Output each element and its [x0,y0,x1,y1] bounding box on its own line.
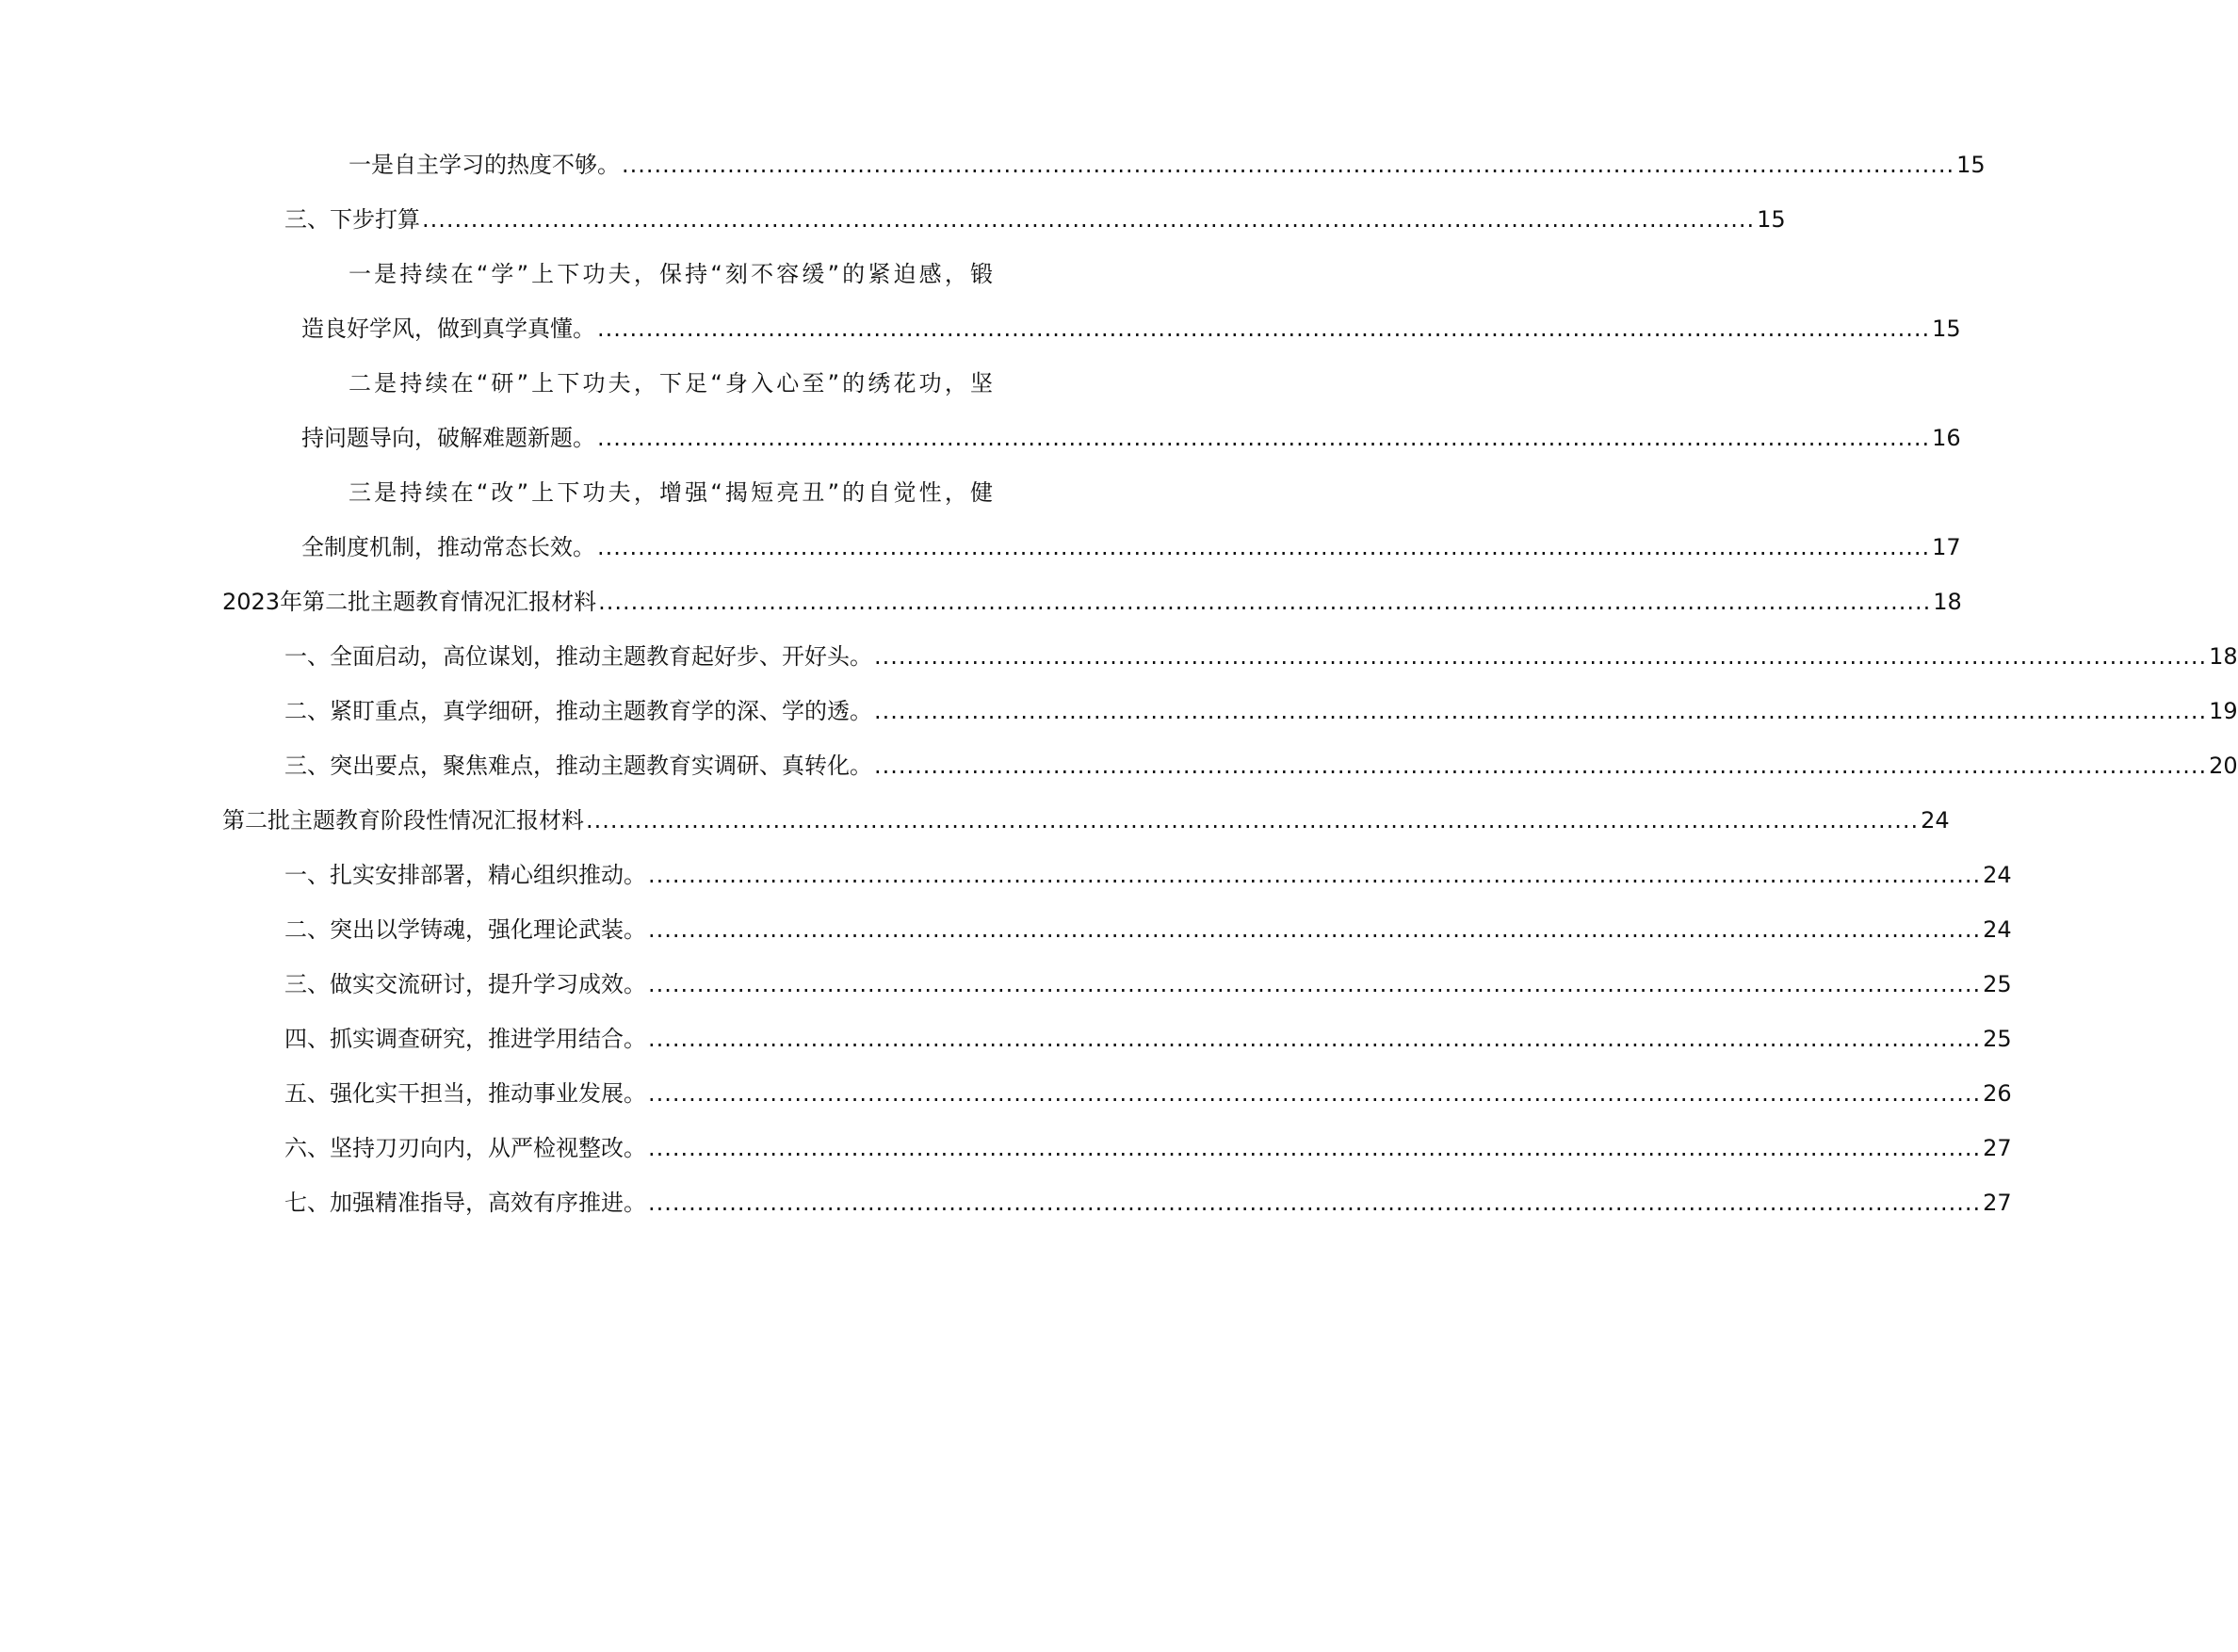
toc-leader-dots: .................................................................................................................................................................... [648,1190,1982,1216]
toc-entry[interactable] [284,201,1786,238]
toc-entry-title: 一、扎实安排部署，精心组织推动。 [284,862,646,888]
toc-entry-title: 全制度机制，推动常态长效。 [301,534,595,560]
toc-entry-page-number: 20 [2209,753,2238,779]
toc-entry-title: 三、做实交流研讨，提升学习成效。 [284,971,646,997]
toc-entry-page-number: 15 [1932,316,1961,342]
toc-leader-dots: .................................................................................................................................................................... [622,152,1955,178]
toc-leader-dots: .................................................................................................................................................................... [648,971,1982,997]
toc-entry[interactable] [301,528,1961,566]
toc-entry[interactable] [284,1129,2012,1167]
toc-leader-dots: .................................................................................................................................................................... [422,206,1756,233]
toc-entry-title: 五、强化实干担当，推动事业发展。 [284,1080,646,1107]
toc-leader-dots: .................................................................................................................................................................... [648,1080,1982,1107]
toc-leader-dots: .................................................................................................................................................................... [648,916,1982,943]
toc-entry-title: 三、突出要点，聚焦难点，推动主题教育实调研、真转化。 [284,753,872,779]
toc-leader-dots: .................................................................................................................................................................... [597,425,1931,451]
toc-entry[interactable] [284,692,2238,730]
toc-entry[interactable] [349,146,1986,184]
toc-entry-page-number: 25 [1983,1026,2012,1052]
toc-leader-dots: .................................................................................................................................................................... [874,643,2208,670]
toc-leader-dots: .................................................................................................................................................................... [597,534,1931,560]
toc-entry-title: 一是自主学习的热度不够。 [349,152,620,178]
toc-entry-title-first-line[interactable]: 一是持续在“学”上下功夫，保持“刻不容缓”的紧迫感，锻 [349,261,993,287]
toc-entry[interactable] [222,583,1962,621]
toc-entry[interactable] [284,638,2238,675]
toc-leader-dots: .................................................................................................................................................................... [586,807,1920,834]
toc-entry-page-number: 26 [1983,1080,2012,1107]
toc-entry-page-number: 27 [1983,1135,2012,1161]
toc-entry[interactable] [284,1075,2012,1112]
toc-entry-title: 2023年第二批主题教育情况汇报材料 [222,589,597,615]
toc-entry-title: 一、全面启动，高位谋划，推动主题教育起好步、开好头。 [284,643,872,670]
toc-leader-dots: .................................................................................................................................................................... [874,698,2208,724]
toc-entry[interactable] [284,965,2012,1003]
toc-entry-page-number: 27 [1983,1190,2012,1216]
toc-entry-title: 二、紧盯重点，真学细研，推动主题教育学的深、学的透。 [284,698,872,724]
toc-entry[interactable] [222,802,1950,839]
toc-entry[interactable] [301,419,1961,457]
toc-leader-dots: .................................................................................................................................................................... [874,753,2208,779]
toc-entry-title: 造良好学风，做到真学真懂。 [301,316,595,342]
toc-entry[interactable] [284,856,2012,894]
toc-entry-title: 四、抓实调查研究，推进学用结合。 [284,1026,646,1052]
toc-entry-title: 持问题导向，破解难题新题。 [301,425,595,451]
toc-entry-page-number: 15 [1956,152,1986,178]
toc-entry[interactable] [284,1020,2012,1058]
toc-entry-page-number: 24 [1921,807,1950,834]
toc-entry-page-number: 25 [1983,971,2012,997]
toc-leader-dots: .................................................................................................................................................................... [598,589,1932,615]
toc-entry-title: 二、突出以学铸魂，强化理论武装。 [284,916,646,943]
toc-entry-title-first-line[interactable]: 二是持续在“研”上下功夫，下足“身入心至”的绣花功，坚 [349,370,993,397]
toc-entry-page-number: 17 [1932,534,1961,560]
toc-leader-dots: .................................................................................................................................................................... [597,316,1931,342]
toc-entry-page-number: 16 [1932,425,1961,451]
toc-entry[interactable] [284,747,2238,785]
toc-entry-title: 七、加强精准指导，高效有序推进。 [284,1190,646,1216]
toc-entry[interactable] [301,310,1961,348]
toc-entry-page-number: 24 [1983,916,2012,943]
toc-leader-dots: .................................................................................................................................................................... [648,1026,1982,1052]
toc-entry-page-number: 15 [1757,206,1786,233]
toc-entry-title: 三、下步打算 [284,206,420,233]
toc-leader-dots: .................................................................................................................................................................... [648,1135,1982,1161]
toc-leader-dots: .................................................................................................................................................................... [648,862,1982,888]
toc-entry-title: 六、坚持刀刃向内，从严检视整改。 [284,1135,646,1161]
toc-entry-page-number: 24 [1983,862,2012,888]
toc-entry-page-number: 19 [2209,698,2238,724]
toc-entry-title-first-line[interactable]: 三是持续在“改”上下功夫，增强“揭短亮丑”的自觉性，健 [349,479,993,506]
toc-entry-title: 第二批主题教育阶段性情况汇报材料 [222,807,584,834]
toc-entry-page-number: 18 [2209,643,2238,670]
toc-entry[interactable] [284,1184,2012,1222]
toc-entry[interactable] [284,911,2012,948]
toc-entry-page-number: 18 [1933,589,1962,615]
